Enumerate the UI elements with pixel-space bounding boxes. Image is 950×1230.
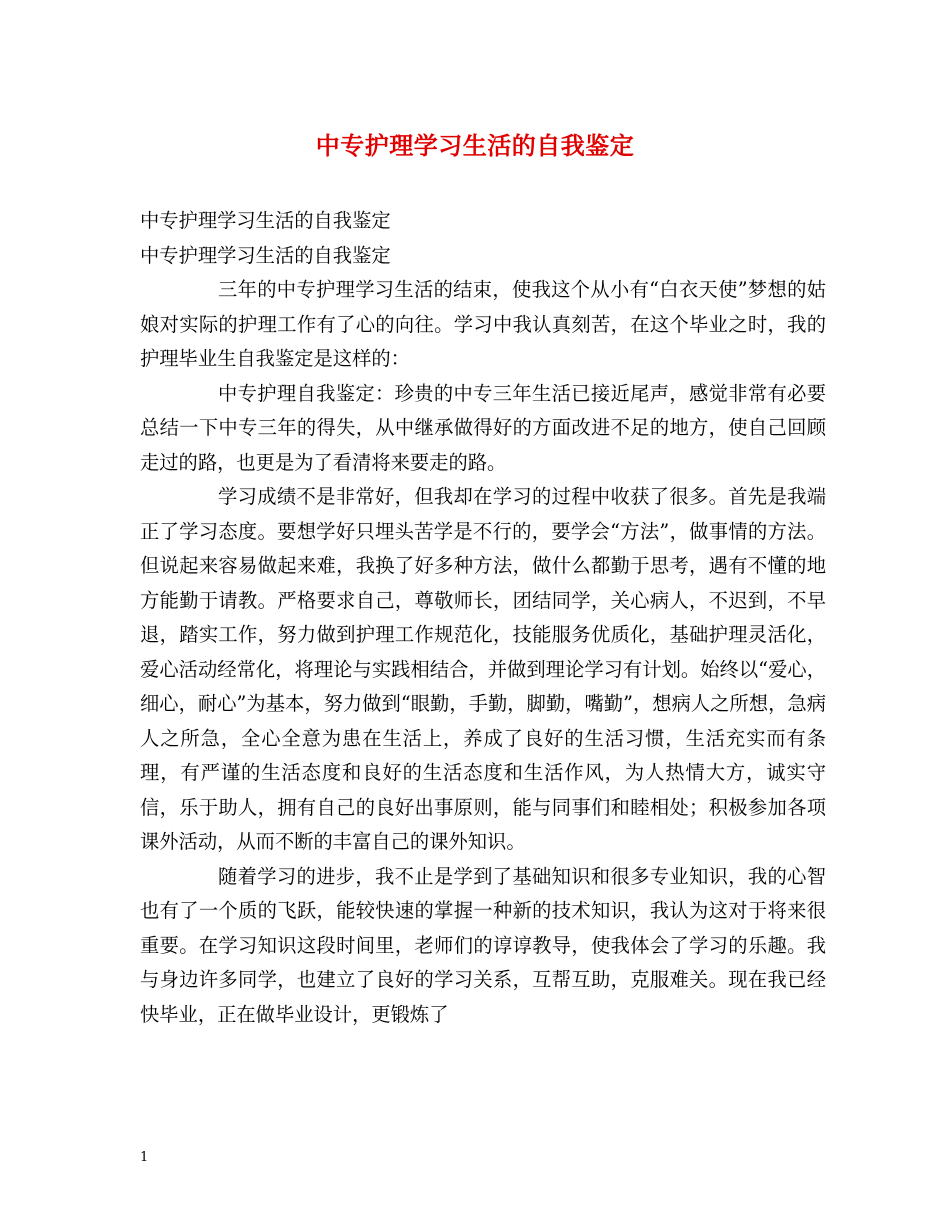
body-paragraph: 三年的中专护理学习生活的结束，使我这个从小有“白衣天使”梦想的姑娘对实际的护理工作有了心的向往。学习中我认真刻苦，在这个毕业之时，我的护理毕业生自我鉴定是这样的：	[140, 278, 826, 370]
section-heading: 中专护理学习生活的自我鉴定	[140, 209, 391, 232]
document-title: 中专护理学习生活的自我鉴定	[315, 131, 635, 160]
page-number: 1	[140, 1150, 149, 1165]
section-heading: 中专护理学习生活的自我鉴定	[140, 243, 391, 267]
body-paragraph: 中专护理自我鉴定：珍贵的中专三年生活已接近尾声，感觉非常有必要总结一下中专三年的得失，从中继承做得好的方面改进不足的地方，使自己回顾走过的路，也更是为了看清将来要走的路。	[140, 381, 826, 474]
body-paragraph: 学习成绩不是非常好，但我却在学习的过程中收获了很多。首先是我端正了学习态度。要想学好只埋头苦学是不行的，要学会“方法”，做事情的方法。但说起来容易做起来难，我换了好多种方法，做什么都勤于思考，遇有不懂的地方能勤于请教。严格要求自己，尊敬师长，团结同学，关心病人，不迟到，不早退，踏实工作，努力做到护理工作规范化，技能服务优质化，基础护理灵活化，爱心活动经常化，将理论与实践相结合，并做到理论学习有计划。始终以“爱心，细心，耐心”为基本，努力做到“眼勤，手勤，脚勤，嘴勤”，想病人之所想，急病人之所急，全心全意为患在生活上，养成了良好的生活习惯，生活充实而有条理，有严谨的生活态度和良好的生活态度和生活作风，为人热情大方，诚实守信，乐于助人，拥有自己的良好出事原则，能与同事们和睦相处；积极参加各项课外活动，从而不断的丰富自己的课外知识。	[140, 485, 826, 853]
body-paragraph: 随着学习的进步，我不止是学到了基础知识和很多专业知识，我的心智也有了一个质的飞跃，能较快速的掌握一种新的技术知识，我认为这对于将来很重要。在学习知识这段时间里，老师们的谆谆教导，使我体会了学习的乐趣。我与身边许多同学，也建立了良好的学习关系，互帮互助，克服难关。现在我已经快毕业，正在做毕业设计，更锻炼了	[140, 864, 826, 1026]
document-body	[140, 204, 826, 1032]
